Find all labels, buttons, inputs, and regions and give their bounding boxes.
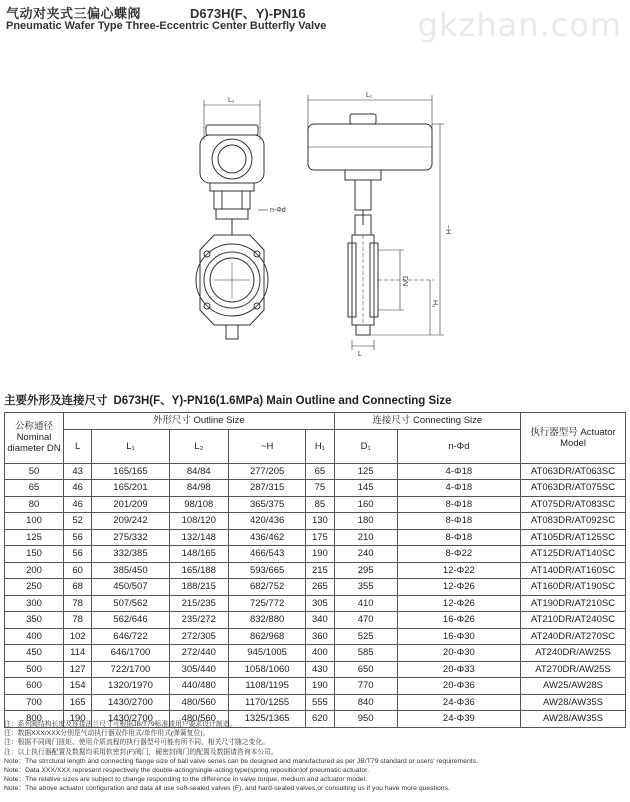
table-cell: 8-Φ18 xyxy=(397,496,520,513)
table-cell: 8-Φ18 xyxy=(397,529,520,546)
table-cell: 240 xyxy=(334,546,397,563)
table-cell: 108/120 xyxy=(169,513,228,530)
table-cell: 78 xyxy=(64,612,92,629)
table-cell: 360 xyxy=(306,628,334,645)
dim-label-h: ~H xyxy=(444,225,451,235)
table-row xyxy=(5,513,626,530)
table-cell: 4-Φ18 xyxy=(397,463,520,480)
table-cell: 1430/2700 xyxy=(92,711,169,728)
table-cell: 43 xyxy=(64,463,92,480)
table-cell: 165/188 xyxy=(169,562,228,579)
table-cell: 132/148 xyxy=(169,529,228,546)
table-cell: 275/332 xyxy=(92,529,169,546)
table-cell: 840 xyxy=(334,694,397,711)
table-cell: 250 xyxy=(5,579,64,596)
table-row xyxy=(5,529,626,546)
table-cell: 20-Φ33 xyxy=(397,661,520,678)
table-cell: 165/165 xyxy=(92,463,169,480)
table-cell: AT063DR/AT075SC xyxy=(521,480,626,497)
table-cell: 272/440 xyxy=(169,645,228,662)
table-cell: 350 xyxy=(5,612,64,629)
valve-technical-drawing xyxy=(0,40,630,385)
table-cell: 165/201 xyxy=(92,480,169,497)
table-cell: 525 xyxy=(334,628,397,645)
note-line: Note：The relative sizes are subject to change responding to the difference in valve torque, medium and actuator model. xyxy=(4,776,367,784)
table-cell: 190 xyxy=(306,678,334,695)
table-cell: 332/385 xyxy=(92,546,169,563)
table-cell: 145 xyxy=(334,480,397,497)
table-cell: 600 xyxy=(5,678,64,695)
table-cell: 585 xyxy=(334,645,397,662)
col-group-outline: 外形尺寸 Outline Size xyxy=(64,413,335,430)
note-line: 注：系列阀结构长度及连接法兰尺寸可根据JB/T79标准或用户要求设计制造。 xyxy=(4,721,237,728)
table-cell: 148/165 xyxy=(169,546,228,563)
table-cell: 436/462 xyxy=(229,529,306,546)
table-cell: 100 xyxy=(5,513,64,530)
table-cell: 175 xyxy=(306,529,334,546)
table-row xyxy=(5,579,626,596)
table-cell: 24-Φ36 xyxy=(397,694,520,711)
table-cell: 722/1700 xyxy=(92,661,169,678)
table-cell: 20-Φ36 xyxy=(397,678,520,695)
side-view xyxy=(308,95,444,350)
table-cell: 16-Φ26 xyxy=(397,612,520,629)
dim-label-nphid: n-Φd xyxy=(270,207,286,214)
table-cell: 450/507 xyxy=(92,579,169,596)
table-cell: 355 xyxy=(334,579,397,596)
table-cell: 190 xyxy=(306,546,334,563)
table-cell: 562/646 xyxy=(92,612,169,629)
table-cell: 646/1700 xyxy=(92,645,169,662)
dim-label-h1: H₁ xyxy=(431,300,438,308)
note-line: 注：数据XXX/XXX分别是气动执行器双作用式/单作用式(弹簧复位)。 xyxy=(4,730,210,738)
table-cell: 80 xyxy=(5,496,64,513)
table-cell: 450 xyxy=(5,645,64,662)
table-cell: AW28/AW35S xyxy=(521,694,626,711)
table-cell: 295 xyxy=(334,562,397,579)
table-cell: 8-Φ18 xyxy=(397,513,520,530)
table-cell: 420/436 xyxy=(229,513,306,530)
table-cell: AT190DR/AT210SC xyxy=(521,595,626,612)
title-chinese: 气动对夹式三偏心蝶阀 xyxy=(6,6,142,21)
table-cell: 430 xyxy=(306,661,334,678)
table-cell: 365/375 xyxy=(229,496,306,513)
table-cell: 466/543 xyxy=(229,546,306,563)
table-cell: 480/560 xyxy=(169,711,228,728)
table-cell: 8-Φ22 xyxy=(397,546,520,563)
table-cell: 440/480 xyxy=(169,678,228,695)
section-title xyxy=(4,392,452,408)
table-cell: 862/968 xyxy=(229,628,306,645)
table-row xyxy=(5,463,626,480)
table-cell: 265 xyxy=(306,579,334,596)
table-row xyxy=(5,628,626,645)
table-cell: 770 xyxy=(334,678,397,695)
table-cell: 215 xyxy=(306,562,334,579)
notes xyxy=(4,720,626,794)
table-cell: 16-Φ30 xyxy=(397,628,520,645)
note-line: 注：根据不同阀门扭矩、使用介质流程的执行器型号可能有所不同，相关尺寸随之变化。 xyxy=(4,739,270,747)
table-cell: AT240DR/AT270SC xyxy=(521,628,626,645)
model-number: D673H(F、Y)-PN16 xyxy=(190,6,306,21)
table-cell: 410 xyxy=(334,595,397,612)
table-cell: AW25/AW28S xyxy=(521,678,626,695)
table-cell: 300 xyxy=(5,595,64,612)
table-cell: 400 xyxy=(5,628,64,645)
table-cell: 102 xyxy=(64,628,92,645)
note-line: Note：The strrctural length and connecting flange size of ball valve series can be designed and manufactured as per JB/T79 standard or users' requirements. xyxy=(4,757,478,765)
table-row xyxy=(5,595,626,612)
table-cell: 215/235 xyxy=(169,595,228,612)
dim-label-l: L xyxy=(358,351,362,358)
table-cell: AT063DR/AT063SC xyxy=(521,463,626,480)
table-row xyxy=(5,562,626,579)
title-english: Pneumatic Wafer Type Three-Eccentric Center Butterfly Valve xyxy=(6,20,327,32)
table-cell: 1320/1970 xyxy=(92,678,169,695)
table-cell: 75 xyxy=(306,480,334,497)
table-body xyxy=(5,463,626,727)
col-l2: L₂ xyxy=(169,429,228,463)
front-view xyxy=(196,100,268,339)
table-cell: 1108/1195 xyxy=(229,678,306,695)
table-row xyxy=(5,496,626,513)
table-cell: AT240DR/AW25S xyxy=(521,645,626,662)
dim-label-l2: L₂ xyxy=(228,97,235,104)
section-title-cn: 主要外形及连接尺寸 xyxy=(4,395,108,407)
table-cell: 305/440 xyxy=(169,661,228,678)
table-cell: 287/315 xyxy=(229,480,306,497)
table-cell: 945/1005 xyxy=(229,645,306,662)
table-cell: 60 xyxy=(64,562,92,579)
note-line: Note：The above actuator configuration and data all use soft-sealed valves (F), and hard-sealed valves,or consulting us if you have more questions. xyxy=(4,785,450,793)
table-row xyxy=(5,546,626,563)
table-cell: 305 xyxy=(306,595,334,612)
table-cell: 200 xyxy=(5,562,64,579)
col-l1: L₁ xyxy=(92,429,169,463)
col-actuator-model: 执行器型号 Actuator Model xyxy=(521,413,626,464)
table-cell: 98/108 xyxy=(169,496,228,513)
table-cell: AT270DR/AW25S xyxy=(521,661,626,678)
table-cell: 682/752 xyxy=(229,579,306,596)
table-cell: AT160DR/AT190SC xyxy=(521,579,626,596)
col-nphid: n-Φd xyxy=(397,429,520,463)
table-cell: 500 xyxy=(5,661,64,678)
col-group-connecting: 连接尺寸 Connecting Size xyxy=(334,413,520,430)
dim-label-dn: DN xyxy=(401,276,408,287)
table-cell: AW28/AW35S xyxy=(521,711,626,728)
table-cell: 620 xyxy=(306,711,334,728)
table-row xyxy=(5,612,626,629)
table-cell: 50 xyxy=(5,463,64,480)
table-cell: 56 xyxy=(64,529,92,546)
table-cell: AT125DR/AT140SC xyxy=(521,546,626,563)
note-line: Note：Data XXX/XXX represent respectively the double-acting/single-acting type(spring reposition)of pneumatic actuator. xyxy=(4,767,369,775)
table-cell: 235/272 xyxy=(169,612,228,629)
table-cell: 725/772 xyxy=(229,595,306,612)
table-cell: 114 xyxy=(64,645,92,662)
table-cell: 180 xyxy=(334,513,397,530)
table-cell: 832/880 xyxy=(229,612,306,629)
col-h1: H₁ xyxy=(306,429,334,463)
table-cell: 46 xyxy=(64,496,92,513)
table-cell: 24-Φ39 xyxy=(397,711,520,728)
table-cell: 12-Φ26 xyxy=(397,595,520,612)
table-cell: 125 xyxy=(5,529,64,546)
table-cell: 480/560 xyxy=(169,694,228,711)
col-l: L xyxy=(64,429,92,463)
table-cell: 400 xyxy=(306,645,334,662)
table-cell: 85 xyxy=(306,496,334,513)
table-cell: 65 xyxy=(5,480,64,497)
table-cell: 340 xyxy=(306,612,334,629)
table-cell: 190 xyxy=(64,711,92,728)
table-cell: 385/450 xyxy=(92,562,169,579)
table-cell: 201/209 xyxy=(92,496,169,513)
table-cell: 555 xyxy=(306,694,334,711)
table-cell: 165 xyxy=(64,694,92,711)
table-cell: 12-Φ26 xyxy=(397,579,520,596)
table-cell: 127 xyxy=(64,661,92,678)
table-cell: AT075DR/AT083SC xyxy=(521,496,626,513)
table-cell: 272/305 xyxy=(169,628,228,645)
table-cell: 593/665 xyxy=(229,562,306,579)
col-nominal-diameter: 公称通径 Nominal diameter DN xyxy=(5,413,64,464)
table-cell: AT105DR/AT125SC xyxy=(521,529,626,546)
table-cell: 210 xyxy=(334,529,397,546)
table-cell: 65 xyxy=(306,463,334,480)
table-cell: 188/215 xyxy=(169,579,228,596)
table-row xyxy=(5,645,626,662)
table-cell: 150 xyxy=(5,546,64,563)
table-cell: 209/242 xyxy=(92,513,169,530)
table-cell: AT140DR/AT160SC xyxy=(521,562,626,579)
watermark: gkzhan.com xyxy=(417,6,622,44)
table-cell: 507/562 xyxy=(92,595,169,612)
table-cell: 700 xyxy=(5,694,64,711)
table-cell: AT210DR/AT240SC xyxy=(521,612,626,629)
table-row xyxy=(5,480,626,497)
table-cell: 154 xyxy=(64,678,92,695)
table-cell: 12-Φ22 xyxy=(397,562,520,579)
table-cell: 130 xyxy=(306,513,334,530)
table-cell: 1430/2700 xyxy=(92,694,169,711)
section-title-en: D673H(F、Y)-PN16(1.6MPa) Main Outline and Connecting Size xyxy=(113,395,452,407)
table-cell: 46 xyxy=(64,480,92,497)
table-cell: 4-Φ18 xyxy=(397,480,520,497)
table-cell: 1170/1255 xyxy=(229,694,306,711)
table-cell: 160 xyxy=(334,496,397,513)
table-cell: 646/722 xyxy=(92,628,169,645)
table-cell: 125 xyxy=(334,463,397,480)
table-row xyxy=(5,694,626,711)
table-cell: 84/84 xyxy=(169,463,228,480)
dim-label-l1: L₁ xyxy=(366,92,373,99)
table-cell: 800 xyxy=(5,711,64,728)
col-d1: D₁ xyxy=(334,429,397,463)
table-cell: 1325/1365 xyxy=(229,711,306,728)
table-cell: 78 xyxy=(64,595,92,612)
table-cell: 950 xyxy=(334,711,397,728)
note-line: 注：以上执行器配置及数据均采用软密封(F)阀门，硬密封阀门的配置及数据请咨询本公司。 xyxy=(4,748,278,756)
table-cell: 56 xyxy=(64,546,92,563)
table-cell: 84/98 xyxy=(169,480,228,497)
table-cell: AT083DR/AT092SC xyxy=(521,513,626,530)
table-cell: 20-Φ30 xyxy=(397,645,520,662)
table-cell: 52 xyxy=(64,513,92,530)
table-cell: 1058/1060 xyxy=(229,661,306,678)
table-row xyxy=(5,678,626,695)
table-cell: 650 xyxy=(334,661,397,678)
table-row xyxy=(5,661,626,678)
col-h: ~H xyxy=(229,429,306,463)
table-cell: 470 xyxy=(334,612,397,629)
table-cell: 68 xyxy=(64,579,92,596)
table-cell: 277/205 xyxy=(229,463,306,480)
dimensions-table xyxy=(4,412,626,728)
